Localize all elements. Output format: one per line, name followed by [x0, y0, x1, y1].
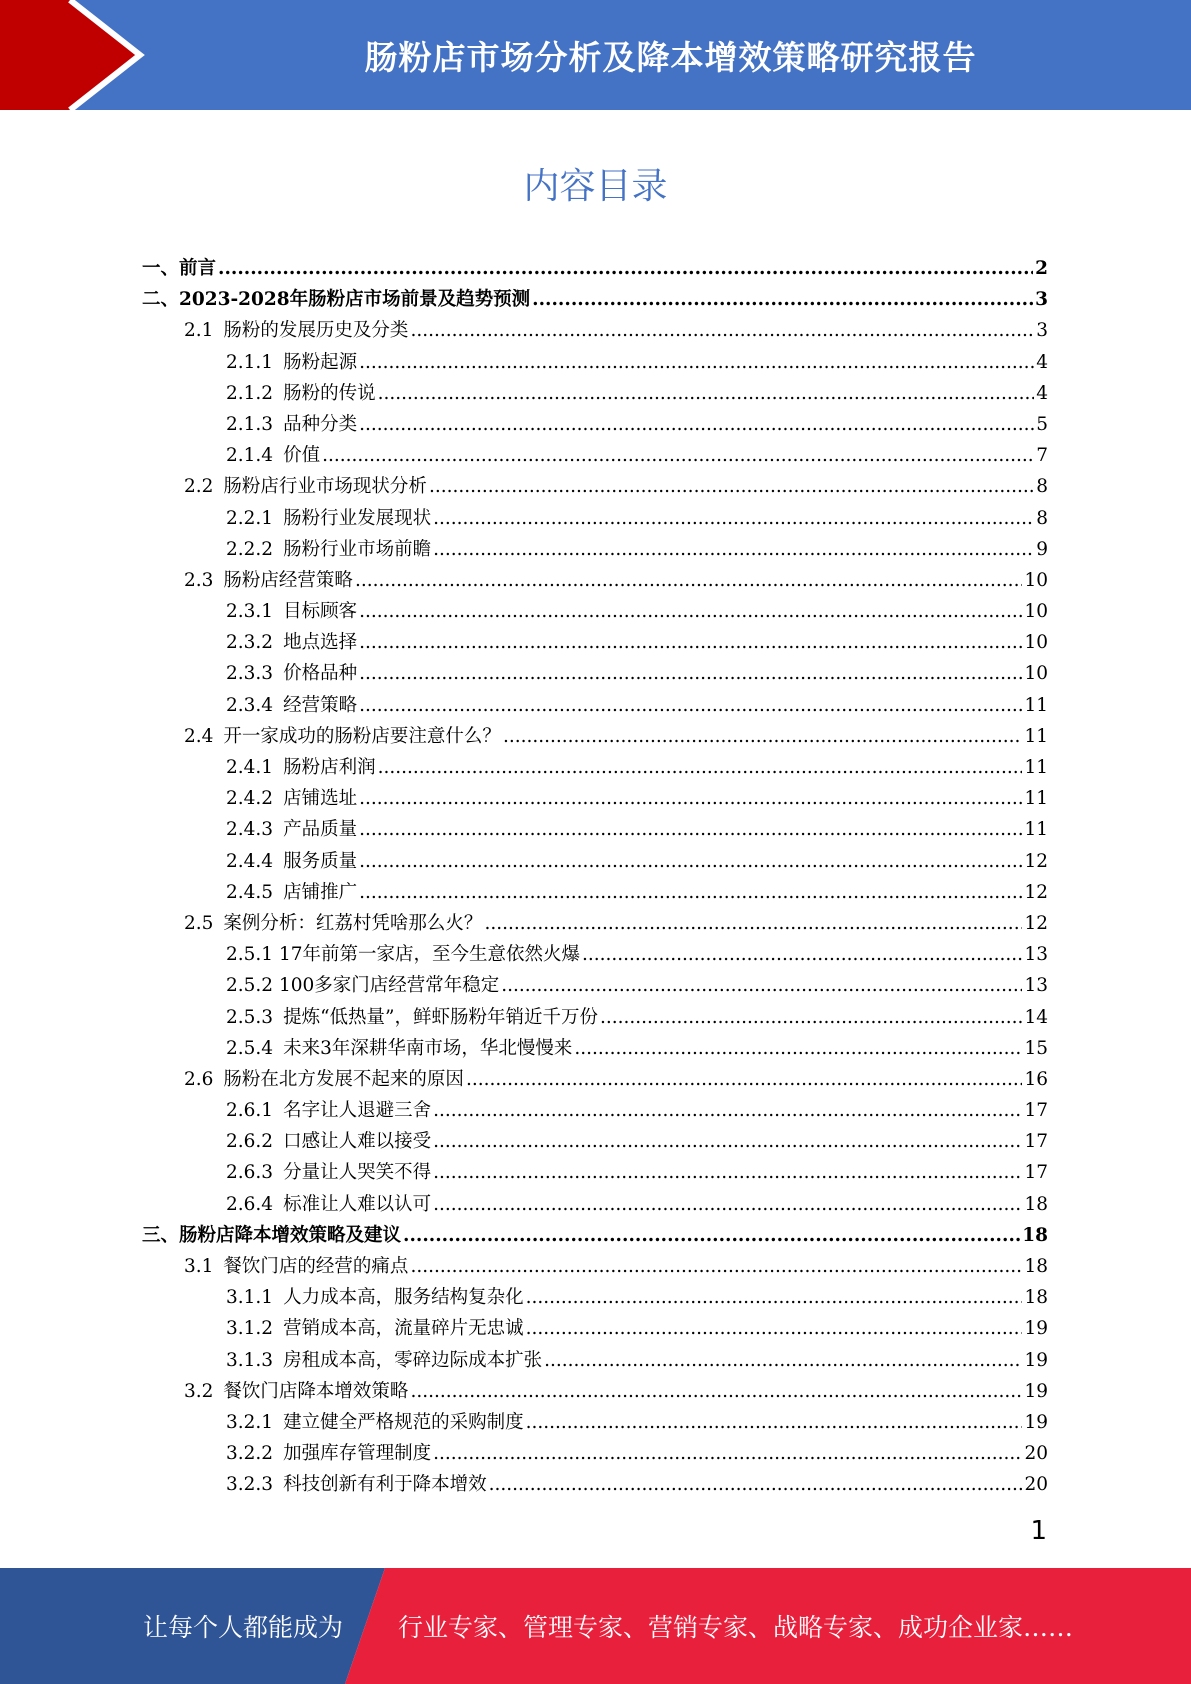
toc-entry-number: 2.3.3: [226, 663, 274, 685]
toc-dot-leader: [359, 783, 1022, 814]
toc-dot-leader: [378, 378, 1035, 409]
toc-dot-leader: [501, 970, 1022, 1001]
toc-entry-number: 2.6: [184, 1068, 214, 1090]
toc-entry-page: 5: [1036, 413, 1048, 435]
toc-entry-page: 19: [1024, 1380, 1048, 1402]
toc-entry-page: 17: [1024, 1131, 1048, 1153]
toc-entry-label: 店铺选址: [283, 788, 358, 810]
toc-entry-number: 2.4.2: [226, 788, 274, 810]
toc-dot-leader: [466, 1064, 1023, 1095]
toc-entry-label: 肠粉店行业市场现状分析: [223, 476, 427, 498]
toc-entry-number: 2.1.1: [226, 351, 274, 373]
toc-entry[interactable]: [142, 253, 1048, 284]
toc-entry-label: 品种分类: [283, 413, 358, 435]
toc-dot-leader: [574, 1033, 1022, 1064]
toc-entry-number: 3.1.3: [226, 1349, 274, 1371]
toc-entry-page: 11: [1024, 757, 1048, 778]
toc-entry-number: 2.4: [184, 725, 214, 747]
toc-entry-page: 3: [1035, 289, 1048, 311]
toc-entry[interactable]: [142, 1157, 1048, 1188]
toc-entry-label: 地点选择: [283, 632, 358, 654]
toc-entry-label: 目标顾客: [283, 601, 358, 623]
toc-entry-number: 3.2.3: [226, 1474, 274, 1496]
toc-dot-leader: [526, 1313, 1023, 1344]
toc-entry-page: 11: [1024, 725, 1048, 747]
toc-entry-number: 3.1.1: [226, 1287, 274, 1309]
toc-entry-page: 15: [1024, 1037, 1048, 1059]
toc-entry[interactable]: [142, 503, 1048, 534]
toc-entry[interactable]: [142, 908, 1048, 939]
toc-entry-label: 肠粉行业发展现状: [283, 507, 432, 529]
toc-entry[interactable]: [142, 596, 1048, 627]
toc-dot-leader: [359, 627, 1022, 658]
toc-entry-page: 17: [1024, 1162, 1048, 1184]
toc-entry-page: 18: [1024, 1287, 1048, 1309]
toc-entry-number: 2.1.4: [226, 445, 274, 467]
toc-entry-label: 肠粉起源: [283, 351, 358, 373]
toc-dot-leader: [489, 1469, 1023, 1500]
toc-entry-page: 10: [1024, 569, 1048, 591]
toc-entry-number: 3.2.2: [226, 1443, 274, 1465]
toc-dot-leader: [359, 877, 1022, 908]
toc-entry-label: 开一家成功的肠粉店要注意什么？: [223, 725, 501, 747]
toc-entry-label: 加强库存管理制度: [283, 1443, 432, 1465]
toc-dot-leader: [433, 1126, 1022, 1157]
toc-dot-leader: [359, 814, 1022, 845]
toc-entry-number: 3.1: [184, 1256, 214, 1277]
toc-entry[interactable]: [142, 783, 1048, 814]
toc-entry-page: 19: [1024, 1411, 1048, 1433]
toc-entry[interactable]: [142, 1282, 1048, 1313]
toc-entry-label: 肠粉行业市场前瞻: [283, 538, 432, 560]
toc-entry-page: 11: [1024, 819, 1048, 841]
toc-entry[interactable]: [142, 1126, 1048, 1157]
toc-entry-number: 2.5: [184, 912, 214, 934]
toc-entry[interactable]: [142, 846, 1048, 877]
toc-entry-label: 肠粉店利润: [283, 757, 376, 778]
toc-dot-leader: [582, 939, 1022, 970]
toc-dot-leader: [433, 1157, 1022, 1188]
toc-entry-page: 18: [1024, 1193, 1048, 1215]
toc-entry-label: 价格品种: [283, 663, 358, 685]
toc-entry[interactable]: [142, 347, 1048, 378]
toc-entry[interactable]: [142, 440, 1048, 471]
toc-entry-number: 2.6.3: [226, 1162, 274, 1184]
toc-entry-number: 2.6.4: [226, 1193, 274, 1215]
toc-entry-label: 标准让人难以认可: [283, 1193, 432, 1215]
toc-entry-number: 2.1.3: [226, 413, 274, 435]
toc-dot-leader: [433, 1438, 1022, 1469]
toc-entry[interactable]: [142, 1313, 1048, 1344]
toc-entry-label: 未来3年深耕华南市场，华北慢慢来: [283, 1037, 573, 1059]
toc-entry[interactable]: [142, 1033, 1048, 1064]
toc-entry[interactable]: [142, 315, 1048, 346]
toc-entry-number: 2.2: [184, 476, 214, 498]
toc-entry-page: 14: [1024, 1006, 1048, 1028]
toc-entry[interactable]: [142, 658, 1048, 689]
toc-entry[interactable]: [142, 721, 1048, 752]
toc-entry-number: 3.2: [184, 1380, 214, 1402]
toc-entry-page: 18: [1022, 1224, 1048, 1246]
toc-entry-number: 2.1.2: [226, 382, 274, 404]
toc-entry-page: 12: [1024, 850, 1048, 872]
toc-entry-number: 2.6.2: [226, 1131, 274, 1153]
toc-dot-leader: [526, 1282, 1023, 1313]
toc-entry-page: 8: [1036, 507, 1048, 529]
toc-entry-number: 2.2.1: [226, 507, 274, 529]
toc-entry[interactable]: [142, 409, 1048, 440]
toc-entry[interactable]: [142, 877, 1048, 908]
footer-banner: [0, 1568, 1191, 1684]
toc-entry[interactable]: [142, 970, 1048, 1001]
toc-entry[interactable]: [142, 814, 1048, 845]
toc-entry-number: 2.1: [184, 320, 214, 342]
toc-dot-leader: [410, 315, 1034, 346]
toc-entry-label: 肠粉的传说: [283, 382, 376, 404]
toc-entry[interactable]: [142, 752, 1048, 783]
toc-entry-page: 19: [1024, 1318, 1048, 1340]
toc-entry-label: 科技创新有利于降本增效: [283, 1474, 487, 1496]
toc-entry-label: 经营策略: [283, 694, 358, 716]
toc-entry[interactable]: [142, 378, 1048, 409]
toc-entry-number: 3.1.2: [226, 1318, 274, 1340]
toc-dot-leader: [544, 1345, 1022, 1376]
toc-dot-leader: [532, 284, 1033, 315]
toc-entry[interactable]: [142, 565, 1048, 596]
toc-entry[interactable]: [142, 284, 1048, 315]
toc-entry[interactable]: [142, 1407, 1048, 1438]
toc-entry[interactable]: [142, 690, 1048, 721]
toc-entry[interactable]: [142, 1251, 1048, 1282]
toc-entry-page: 11: [1024, 788, 1048, 810]
toc-dot-leader: [359, 690, 1022, 721]
toc-dot-leader: [433, 534, 1034, 565]
toc-entry-label: 餐饮门店的经营的痛点: [223, 1256, 409, 1277]
toc-entry-page: 8: [1036, 476, 1048, 498]
toc-dot-leader: [355, 565, 1023, 596]
toc-dot-leader: [359, 846, 1022, 877]
toc-entry-page: 4: [1036, 382, 1048, 404]
toc-entry-label: 房租成本高，零碎边际成本扩张: [283, 1349, 543, 1371]
toc-entry-label: 营销成本高，流量碎片无忠诚: [283, 1318, 524, 1340]
toc-dot-leader: [503, 721, 1023, 752]
toc-entry-label: 建立健全严格规范的采购制度: [283, 1411, 524, 1433]
toc-entry-page: 20: [1024, 1443, 1048, 1465]
toc-entry-number: 2.3.2: [226, 632, 274, 654]
toc-entry-label: 价值: [283, 445, 321, 467]
toc-entry-label: 案例分析：红荔村凭啥那么火？: [223, 912, 483, 934]
toc-entry[interactable]: [142, 627, 1048, 658]
chevron-logo-icon: [0, 0, 160, 110]
toc-entry[interactable]: [142, 1064, 1048, 1095]
toc-entry[interactable]: [142, 471, 1048, 502]
toc-entry-label: 2.5.1 17年前第一家店，至今生意依然火爆: [226, 944, 580, 966]
toc-entry-number: 2.2.2: [226, 538, 274, 560]
toc-entry-label: 分量让人哭笑不得: [283, 1162, 432, 1184]
toc-entry[interactable]: [142, 1095, 1048, 1126]
toc-dot-leader: [322, 440, 1034, 471]
toc-entry-label: 2.5.2 100多家门店经营常年稳定: [226, 975, 500, 997]
toc-entry-number: 2.6.1: [226, 1100, 274, 1122]
toc-entry-number: 2.4.1: [226, 757, 274, 778]
toc-entry-number: 2.3.4: [226, 694, 274, 716]
toc-entry-page: 4: [1036, 351, 1048, 373]
footer-slogan-right: 行业专家、管理专家、营销专家、战略专家、成功企业家……: [398, 1613, 1074, 1642]
toc-dot-leader: [359, 409, 1034, 440]
report-title: 肠粉店市场分析及降本增效策略研究报告: [364, 37, 977, 77]
toc-entry-number: 2.3.1: [226, 601, 274, 623]
toc-entry-label: 三、肠粉店降本增效策略及建议: [142, 1224, 402, 1246]
toc-dot-leader: [410, 1251, 1022, 1282]
toc-entry[interactable]: [142, 1376, 1048, 1407]
toc-entry-label: 口感让人难以接受: [283, 1131, 432, 1153]
toc-entry-label: 肠粉的发展历史及分类: [223, 320, 409, 342]
toc-dot-leader: [600, 1002, 1022, 1033]
toc-entry-page: 19: [1024, 1349, 1048, 1371]
toc-entry-page: 13: [1024, 975, 1048, 997]
toc-entry-label: 名字让人退避三舍: [283, 1100, 432, 1122]
toc-entry-number: 2.5.4: [226, 1037, 274, 1059]
toc-entry-number: 2.4.3: [226, 819, 274, 841]
toc-dot-leader: [403, 1220, 1020, 1251]
toc-dot-leader: [429, 471, 1034, 502]
toc-dot-leader: [526, 1407, 1023, 1438]
toc-entry[interactable]: [142, 534, 1048, 565]
toc-entry-page: 11: [1024, 694, 1048, 716]
toc-entry-label: 提炼“低热量”，鲜虾肠粉年销近千万份: [283, 1006, 598, 1028]
toc-entry-page: 12: [1024, 881, 1048, 903]
toc-entry[interactable]: [142, 1189, 1048, 1220]
toc-entry-page: 13: [1024, 944, 1048, 966]
toc-entry-number: 2.5.3: [226, 1006, 274, 1028]
toc-dot-leader: [433, 1189, 1022, 1220]
toc-entry-page: 10: [1024, 663, 1048, 685]
page-number: 1: [1030, 1516, 1047, 1546]
toc-dot-leader: [359, 347, 1034, 378]
toc-entry-page: 2: [1035, 258, 1048, 279]
toc-entry-label: 店铺推广: [283, 881, 358, 903]
toc-entry-page: 10: [1024, 601, 1048, 623]
toc-entry-page: 12: [1024, 912, 1048, 934]
toc-entry-page: 17: [1024, 1100, 1048, 1122]
toc-dot-leader: [410, 1376, 1022, 1407]
toc-entry-page: 20: [1024, 1474, 1048, 1496]
toc-dot-leader: [484, 908, 1022, 939]
toc-entry-page: 7: [1036, 445, 1048, 467]
toc-entry-page: 18: [1024, 1256, 1048, 1277]
toc-entry[interactable]: [142, 1220, 1048, 1251]
toc-dot-leader: [359, 658, 1022, 689]
toc-entry-number: 3.2.1: [226, 1411, 274, 1433]
toc-entry-label: 餐饮门店降本增效策略: [223, 1380, 409, 1402]
toc-entry-number: 2.4.4: [226, 850, 274, 872]
toc-entry-number: 2.3: [184, 569, 214, 591]
toc-heading: 内容目录: [523, 166, 668, 207]
toc-entry[interactable]: [142, 1002, 1048, 1033]
toc-entry-page: 9: [1036, 538, 1048, 560]
toc-entry[interactable]: [142, 939, 1048, 970]
toc-dot-leader: [433, 1095, 1022, 1126]
toc-entry-page: 10: [1024, 632, 1048, 654]
toc-dot-leader: [359, 596, 1022, 627]
toc-entry[interactable]: [142, 1345, 1048, 1376]
report-header: [0, 0, 1191, 110]
toc-entry-label: 一、前言: [142, 258, 217, 279]
toc-dot-leader: [433, 503, 1034, 534]
toc-entry-label: 肠粉在北方发展不起来的原因: [223, 1068, 464, 1090]
toc-entry-label: 产品质量: [283, 819, 358, 841]
toc-entry-page: 3: [1036, 320, 1048, 342]
toc-dot-leader: [218, 253, 1033, 284]
toc-entry-label: 服务质量: [283, 850, 358, 872]
toc-entry[interactable]: [142, 1438, 1048, 1469]
toc-dot-leader: [378, 752, 1023, 783]
toc-entry-label: 肠粉店经营策略: [223, 569, 353, 591]
toc-entry-label: 二、2023-2028年肠粉店市场前景及趋势预测: [142, 289, 531, 311]
toc-entry-page: 16: [1024, 1068, 1048, 1090]
toc-entry-number: 2.4.5: [226, 881, 274, 903]
toc-entry[interactable]: [142, 1469, 1048, 1500]
table-of-contents: [142, 253, 1048, 1501]
toc-entry-label: 人力成本高，服务结构复杂化: [283, 1287, 524, 1309]
footer-slogan-left: 让每个人都能成为: [143, 1613, 344, 1642]
